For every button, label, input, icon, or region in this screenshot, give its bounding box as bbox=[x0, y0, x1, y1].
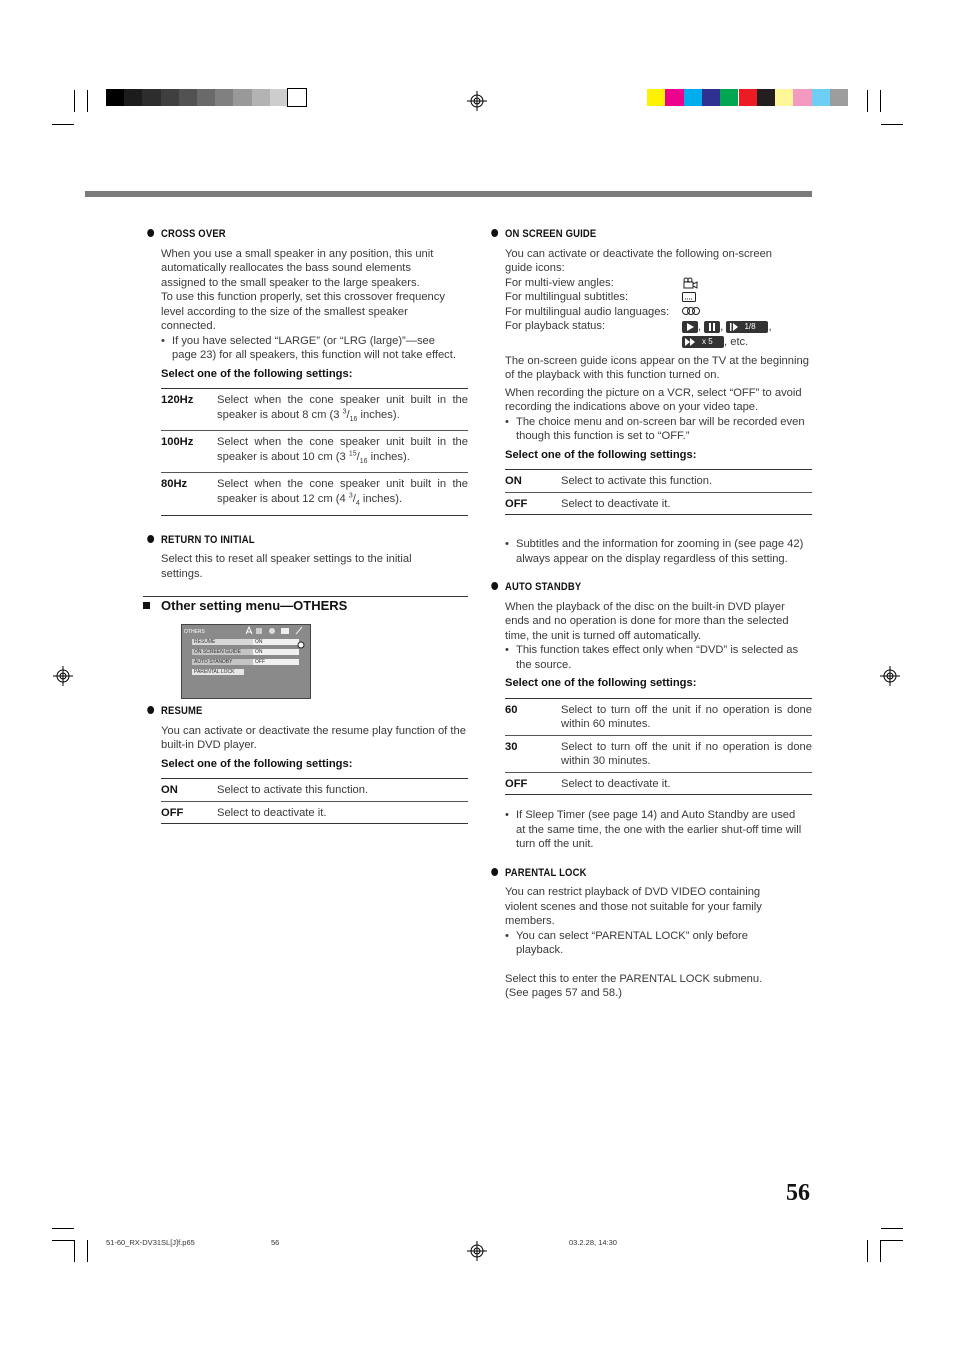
table-row: OFF Select to deactivate it. bbox=[161, 801, 468, 824]
footer-date: 03.2.28, 14:30 bbox=[569, 1238, 617, 1247]
fast-forward-icon: x 5 bbox=[682, 336, 724, 348]
registration-mark-top bbox=[467, 91, 487, 111]
slow-motion-icon: 1/8 bbox=[726, 321, 768, 333]
on-screen-guide-intro: You can activate or deactivate the following on-screen guide icons: bbox=[505, 247, 773, 274]
calibration-swatch bbox=[812, 89, 830, 106]
return-to-initial-text: Select this to reset all speaker settings to the initial settings. bbox=[161, 553, 412, 580]
calibration-swatch bbox=[161, 89, 179, 106]
calibration-swatch bbox=[124, 89, 142, 106]
resume-heading: RESUME bbox=[161, 704, 425, 719]
table-row: ON Select to activate this function. bbox=[505, 470, 812, 493]
select-label: Select one of the following settings: bbox=[161, 367, 353, 380]
on-screen-guide-para1: The on-screen guide icons appear on the TV at the beginning of the playback with this function turned on. bbox=[505, 354, 809, 381]
calibration-swatch bbox=[270, 89, 288, 106]
table-row: 120Hz Select when the cone speaker unit built in the speaker is about 8 cm (3 $^3/_{16}$ inches). bbox=[161, 389, 468, 431]
calibration-swatch bbox=[233, 89, 251, 106]
calibration-swatch bbox=[142, 89, 160, 106]
on-screen-guide-settings-table bbox=[505, 469, 812, 515]
bullet-icon bbox=[147, 535, 154, 543]
auto-standby-settings-table bbox=[505, 698, 812, 796]
auto-standby-note: • This function takes effect only when “DVD” is selected as the source. bbox=[505, 643, 806, 672]
calibration-swatch bbox=[665, 89, 683, 106]
registration-mark-left bbox=[53, 666, 73, 686]
return-to-initial-heading: RETURN TO INITIAL bbox=[161, 533, 425, 548]
bullet-icon bbox=[491, 582, 498, 590]
osd-row: PARENTAL LOCK bbox=[192, 669, 244, 675]
bullet-icon bbox=[491, 868, 498, 876]
icon-list: For multi-view angles: For multilingual subtitles: For multilingual audio languages: For playback status: , , 1/8 , x 5 , etc. bbox=[505, 276, 772, 348]
resume-text: You can activate or deactivate the resume play function of the built-in DVD player. bbox=[161, 724, 466, 751]
calibration-swatch bbox=[647, 89, 665, 106]
calibration-swatch bbox=[775, 89, 793, 106]
resume-settings-table bbox=[161, 778, 468, 824]
auto-standby-heading: AUTO STANDBY bbox=[505, 580, 769, 595]
subtitle-icon bbox=[682, 292, 696, 302]
osd-row: RESUME bbox=[192, 639, 253, 645]
select-label: Select one of the following settings: bbox=[505, 677, 697, 689]
calibration-swatch bbox=[197, 89, 215, 106]
table-row: 30 Select to turn off the unit if no operation is done within 30 minutes. bbox=[505, 735, 812, 772]
table-row: 60 Select to turn off the unit if no operation is done within 60 minutes. bbox=[505, 698, 812, 735]
auto-standby-text: When the playback of the disc on the built-in DVD player ends and no operation is done for more than the selected time, the unit is turned off automatically. bbox=[505, 600, 789, 642]
cursor-icon bbox=[297, 641, 305, 649]
calibration-swatch bbox=[830, 89, 848, 106]
square-bullet-icon bbox=[143, 602, 150, 609]
menu-tab-icons bbox=[244, 626, 308, 635]
resume-block bbox=[161, 704, 468, 824]
footer-page: 56 bbox=[271, 1238, 280, 1247]
calibration-swatch bbox=[106, 89, 124, 106]
footer-file: 51-60_RX-DV31SL[J]f.p65 bbox=[106, 1238, 195, 1247]
parental-lock-submenu-text: Select this to enter the PARENTAL LOCK submenu. (See pages 57 and 58.) bbox=[505, 972, 763, 999]
bullet-icon bbox=[147, 706, 154, 714]
osd-row: AUTO STANDBY bbox=[192, 659, 253, 665]
parental-lock-heading: PARENTAL LOCK bbox=[505, 866, 769, 881]
table-row: 80Hz Select when the cone speaker unit built in the speaker is about 12 cm (4 $^3/_4$ inches). bbox=[161, 473, 468, 515]
table-row: ON Select to activate this function. bbox=[161, 779, 468, 802]
others-menu-screenshot: OTHERS RESUME ON ON SCREEN GUIDE ON AUTO STANDBY OFF PARENTAL LOCK bbox=[181, 624, 311, 699]
registration-mark-right bbox=[880, 666, 900, 686]
bullet-icon bbox=[491, 229, 498, 237]
playback-status-icons: , , 1/8 , bbox=[682, 320, 772, 335]
page-number: 56 bbox=[786, 1180, 810, 1206]
calibration-swatch bbox=[793, 89, 811, 106]
cross-over-settings-table bbox=[161, 388, 468, 516]
table-row: OFF Select to deactivate it. bbox=[505, 772, 812, 795]
calibration-swatch bbox=[739, 89, 757, 106]
audio-language-icon bbox=[682, 306, 700, 316]
calibration-swatch bbox=[288, 89, 306, 106]
cross-over-heading: CROSS OVER bbox=[161, 227, 425, 242]
registration-mark-bottom bbox=[467, 1241, 487, 1261]
parental-lock-note: • You can select “PARENTAL LOCK” only before playback. bbox=[505, 929, 786, 958]
select-label: Select one of the following settings: bbox=[161, 757, 353, 770]
calibration-swatch bbox=[215, 89, 233, 106]
calibration-swatch bbox=[702, 89, 720, 106]
on-screen-guide-note: • The choice menu and on-screen bar will be recorded even though this function is set to “OFF.” bbox=[505, 415, 806, 444]
calibration-swatch bbox=[179, 89, 197, 106]
on-screen-guide-note2: • Subtitles and the information for zooming in (see page 42) always appear on the display regardless of this setting. bbox=[505, 537, 806, 566]
parental-lock-text: You can restrict playback of DVD VIDEO containing violent scenes and those not suitable for your family members. bbox=[505, 886, 762, 927]
cross-over-note: • If you have selected “LARGE” (or “LRG (large)”—see page 23) for all speakers, this function will not take effect. bbox=[161, 334, 457, 363]
table-row: OFF Select to deactivate it. bbox=[505, 492, 812, 515]
left-column bbox=[161, 227, 468, 581]
calibration-swatch bbox=[757, 89, 775, 106]
calibration-swatch bbox=[684, 89, 702, 106]
calibration-swatch bbox=[720, 89, 738, 106]
on-screen-guide-para2: When recording the picture on a VCR, select “OFF” to avoid recording the indications above on your video tape. bbox=[505, 386, 802, 413]
bullet-icon bbox=[147, 229, 154, 237]
calibration-swatch bbox=[252, 89, 270, 106]
fast-forward-row: x 5 , etc. bbox=[682, 335, 748, 350]
others-section-heading: Other setting menu—OTHERS bbox=[143, 596, 468, 597]
right-column bbox=[505, 227, 812, 1001]
select-label: Select one of the following settings: bbox=[505, 448, 697, 461]
cross-over-text: When you use a small speaker in any position, this unit automatically reallocates the bass sound elements assigned to the small speaker to the large speakers. To use this function properly, set this crossover frequency level according to the size of the smallest speaker connected. bbox=[161, 247, 445, 332]
header-rule bbox=[85, 191, 812, 197]
pause-icon bbox=[704, 321, 720, 333]
osd-row: ON SCREEN GUIDE bbox=[192, 649, 253, 655]
camera-angle-icon bbox=[682, 277, 698, 289]
on-screen-guide-heading: ON SCREEN GUIDE bbox=[505, 227, 769, 242]
auto-standby-note2: • If Sleep Timer (see page 14) and Auto Standby are used at the same time, the one with the earlier shut-off time will turn off the unit. bbox=[505, 808, 806, 852]
table-row: 100Hz Select when the cone speaker unit built in the speaker is about 10 cm (3 $^{15}/_{16}$ inches). bbox=[161, 431, 468, 473]
play-icon bbox=[682, 321, 698, 333]
